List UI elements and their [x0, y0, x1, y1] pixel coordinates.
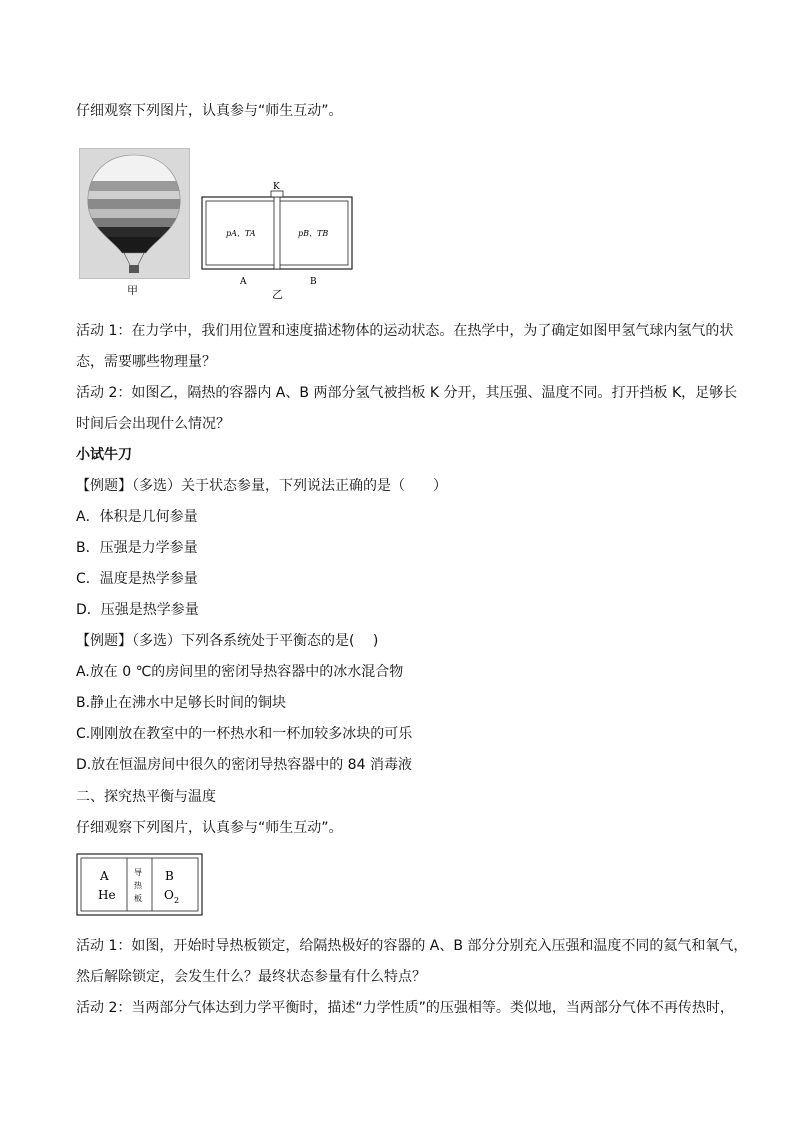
- example2-option-b: B.静止在沸水中足够长时间的铜块: [76, 695, 287, 711]
- example1-option-c: C．温度是热学参量: [76, 571, 198, 587]
- activity2-line2: 时间后会出现什么情况？: [76, 416, 230, 432]
- container-diagram: [200, 182, 356, 292]
- activity1-line1: 活动 1：在力学中，我们用位置和速度描述物体的运动状态。在热学中，为了确定如图甲氢气球内氢气的状: [76, 323, 734, 339]
- example1-option-d: D．压强是热学参量: [76, 602, 199, 618]
- example1-option-a: A．体积是几何参量: [76, 509, 198, 525]
- gas-b-subscript: 2: [174, 896, 180, 905]
- example1-stem: 【例题】（多选）关于状态参量，下列说法正确的是（ ）: [76, 478, 447, 494]
- activity1-line2: 态，需要哪些物理量？: [76, 354, 216, 370]
- example2-option-a: A.放在 0 ℃的房间里的密闭导热容器中的冰水混合物: [76, 664, 404, 680]
- figure-jia-caption: 甲: [127, 284, 138, 297]
- wall-char-2: 热: [134, 881, 142, 890]
- figure-yi-caption: 乙: [272, 288, 283, 301]
- wall-char-1: 导: [134, 868, 142, 877]
- chamber-b-label: B: [310, 277, 317, 287]
- section2-title: 二、探究热平衡与温度: [76, 789, 216, 805]
- activity3-line2: 然后解除锁定，会发生什么？最终状态参量有什么特点？: [76, 969, 426, 985]
- activity2-line1: 活动 2：如图乙，隔热的容器内 A、B 两部分氢气被挡板 K 分开，其压强、温度不同。打开挡板 K，足够长: [76, 385, 738, 401]
- intro2-text: 仔细观察下列图片，认真参与“师生互动”。: [76, 820, 343, 836]
- example2-stem: 【例题】（多选）下列各系统处于平衡态的是( ): [76, 633, 379, 649]
- balloon-photo: [79, 148, 190, 279]
- heat-wall-diagram: [76, 853, 203, 916]
- valve-k-label: K: [273, 182, 280, 192]
- gas-b-name: O: [164, 888, 174, 902]
- gas-b-label: B: [165, 869, 174, 883]
- chamber-a-label: A: [240, 277, 247, 287]
- activity3-line1: 活动 1：如图，开始时导热板锁定，给隔热极好的容器的 A、B 部分分别充入压强和温度不同的氦气和氧气，: [76, 938, 748, 954]
- example2-option-c: C.刚刚放在教室中的一杯热水和一杯加较多冰块的可乐: [76, 726, 413, 742]
- wall-char-3: 板: [134, 894, 142, 903]
- example1-option-b: B．压强是力学参量: [76, 540, 198, 556]
- state-b-label: pB、TB: [298, 229, 329, 238]
- example2-option-d: D.放在恒温房间中很久的密闭导热容器中的 84 消毒液: [76, 757, 412, 773]
- activity4-line1: 活动 2：当两部分气体达到力学平衡时，描述“力学性质”的压强相等。类似地，当两部分气体不再传热时，: [76, 1000, 734, 1016]
- state-a-label: pA、TA: [226, 229, 256, 238]
- intro-text: 仔细观察下列图片，认真参与“师生互动”。: [76, 103, 343, 119]
- section-try-heading: 小试牛刀: [76, 447, 132, 463]
- gas-a-label: A: [100, 869, 109, 883]
- gas-a-name: He: [98, 888, 116, 902]
- balloon-icon: [80, 149, 189, 278]
